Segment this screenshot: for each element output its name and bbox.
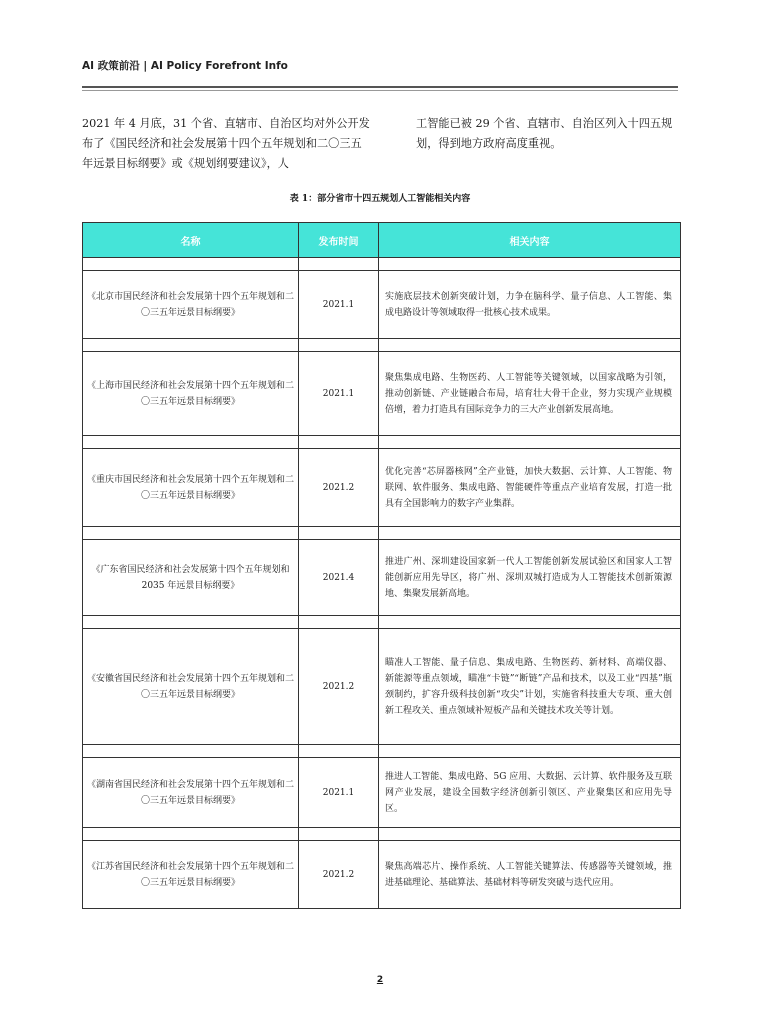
plan-name-cell: 《安徽省国民经济和社会发展第十四个五年规划和二〇三五年远景目标纲要》: [83, 629, 299, 745]
column-header-name: 名称: [83, 223, 299, 258]
release-date-cell: 2021.2: [299, 449, 379, 527]
header-rule-thin: [82, 90, 678, 91]
content-cell: 聚焦高端芯片、操作系统、人工智能关键算法、传感器等关键领域，推进基础理论、基础算法、基础材料等研发突破与迭代应用。: [379, 841, 681, 909]
plan-name-cell: 《湖南省国民经济和社会发展第十四个五年规划和二〇三五年远景目标纲要》: [83, 758, 299, 828]
table-row: [83, 271, 681, 339]
column-header-date: 发布时间: [299, 223, 379, 258]
content-cell: 聚焦集成电路、生物医药、人工智能等关键领域，以国家战略为引领，推动创新链、产业链融合布局，培育壮大骨干企业，努力实现产业规模倍增，着力打造具有国际竞争力的三大产业创新发展高地。: [379, 352, 681, 436]
policy-table: [82, 222, 681, 909]
content-cell: 瞄准人工智能、量子信息、集成电路、生物医药、新材料、高端仪器、新能源等重点领域，瞄准“卡链”“断链”产品和技术，以及工业“四基”瓶颈制约，扩容升级科技创新“攻尖”计划，实施省科技重大专项、重大创新工程攻关、重点领域补短板产品和关键技术攻关等计划。: [379, 629, 681, 745]
intro-paragraph-left: 2021 年 4 月底，31 个省、直辖市、自治区均对外公开发布了《国民经济和社会发展第十四个五年规划和二〇三五年远景目标纲要》或《规划纲要建议》，人: [82, 117, 370, 170]
plan-name-cell: 《上海市国民经济和社会发展第十四个五年规划和二〇三五年远景目标纲要》: [83, 352, 299, 436]
header-rule-thick: [82, 86, 678, 88]
table-row: [83, 449, 681, 527]
table-header-row: [83, 223, 681, 258]
release-date-cell: 2021.2: [299, 841, 379, 909]
table-row: [83, 841, 681, 909]
release-date-cell: 2021.1: [299, 758, 379, 828]
table-row: [83, 629, 681, 745]
running-header: AI 政策前沿 | AI Policy Forefront Info: [82, 60, 288, 72]
plan-name-cell: 《广东省国民经济和社会发展第十四个五年规划和 2035 年远景目标纲要》: [83, 540, 299, 616]
plan-name-cell: 《重庆市国民经济和社会发展第十四个五年规划和二〇三五年远景目标纲要》: [83, 449, 299, 527]
plan-name-cell: 《北京市国民经济和社会发展第十四个五年规划和二〇三五年远景目标纲要》: [83, 271, 299, 339]
content-cell: 推进人工智能、集成电路、5G 应用、大数据、云计算、软件服务及互联网产业发展，建设全国数字经济创新引领区、产业聚集区和应用先导区。: [379, 758, 681, 828]
content-cell: 优化完善“芯屏器核网”全产业链，加快大数据、云计算、人工智能、物联网、软件服务、集成电路、智能硬件等重点产业培育发展，打造一批具有全国影响力的数字产业集群。: [379, 449, 681, 527]
content-cell: 推进广州、深圳建设国家新一代人工智能创新发展试验区和国家人工智能创新应用先导区，将广州、深圳双城打造成为人工智能技术创新策源地、集聚发展新高地。: [379, 540, 681, 616]
release-date-cell: 2021.1: [299, 271, 379, 339]
column-header-content: 相关内容: [379, 223, 681, 258]
table-caption: 表 1：部分省市十四五规划人工智能相关内容: [289, 194, 471, 204]
intro-paragraph-right: 工智能已被 29 个省、直辖市、自治区列入十四五规划，得到地方政府高度重视。: [416, 117, 673, 150]
table-row: [83, 758, 681, 828]
release-date-cell: 2021.1: [299, 352, 379, 436]
release-date-cell: 2021.2: [299, 629, 379, 745]
plan-name-cell: 《江苏省国民经济和社会发展第十四个五年规划和二〇三五年远景目标纲要》: [83, 841, 299, 909]
content-cell: 实施底层技术创新突破计划，力争在脑科学、量子信息、人工智能、集成电路设计等领域取得一批核心技术成果。: [379, 271, 681, 339]
table-row: [83, 540, 681, 616]
table-row: [83, 352, 681, 436]
page-number: 2: [376, 975, 384, 985]
release-date-cell: 2021.4: [299, 540, 379, 616]
